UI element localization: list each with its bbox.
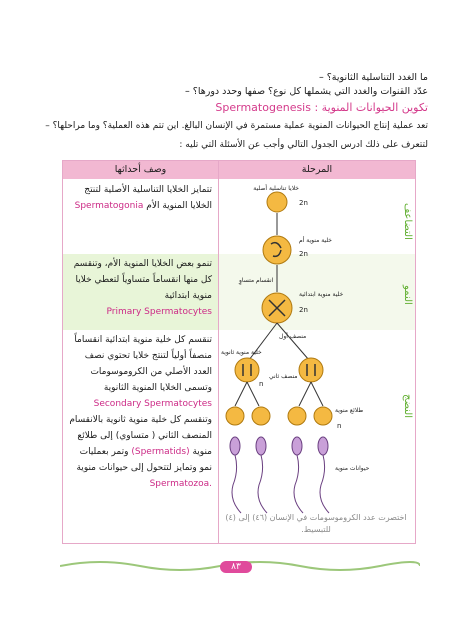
label-2n-a: 2n [299,199,308,207]
heading-arabic: تكوين الحيوانات المنوية : [314,101,428,114]
label-secondary: خلية منوية ثانوية [221,349,262,356]
question-2: عدّد القنوات والغدد التي يشملها كل نوع؟ صفها وحدد دورها؟ – [185,86,428,97]
label-n-b: n [337,422,342,430]
desc5-english: Spermatozoa. [149,479,212,489]
label-2n-c: 2n [299,306,308,314]
intro-line-1: تعد عملية إنتاج الحيوانات المنوية عملية مستمرة في الإنسان البالغ. اين تتم هذه العملية؟ وما مراحلها؟ – [45,121,428,131]
spermatogonium-cell-icon [263,236,291,264]
spermatid-4-icon [314,407,332,425]
arrow-3b [277,323,309,360]
spermatogenesis-diagram [219,180,391,543]
desc4-english: (Spermatids) [131,447,190,457]
page-number: ٨٣ [220,561,252,573]
simplification-note: اختصرت عدد الكروموسومات في الإنسان (٤٦) إلى (٤) للتبسيط. [225,513,407,534]
spermatogenesis-table [62,160,416,544]
label-sperm: حيوانات منوية [335,465,370,472]
desc5-arabic: وتمر بعمليات نمو وتمايز لتتحول إلى حيوانات منوية [76,447,212,473]
label-mitosis: انقسام متساوٍ [239,277,274,284]
question-1: ما الغدد التناسلية الثانوية؟ – [319,72,428,83]
header-stage: المرحلة [219,161,415,179]
description-cell-2 [63,254,218,330]
label-primary: خلية منوية ابتدائية [299,291,344,298]
desc4-arabic: وتنقسم كل خلية منوية ثانوية بالانقسام المنصف الثاني ( متساوي) إلى طلائع منوية [69,415,212,457]
phase-label-growth: النمو [402,285,413,305]
secondary-spermatocyte-b-icon [299,358,323,382]
spermatid-3-icon [288,407,306,425]
desc1-arabic: تتمايز الخلايا التناسلية الأصلية لتنتج الخلايا المنوية الأم [84,185,212,211]
label-primordial: خلايا تناسلية أصلية [253,185,299,192]
label-spermatids: طلائع منوية [335,407,364,414]
intro-line-2: لتتعرف على ذلك ادرس الجدول التالي وأجب عن الأسئلة التي تليه : [179,140,428,150]
secondary-spermatocyte-a-icon [235,358,259,382]
label-2n-b: 2n [299,250,308,258]
primordial-cell-icon [267,192,287,212]
desc1-english: Spermatogonia [74,201,144,211]
section-heading [215,101,428,114]
description-cell-3 [63,330,218,543]
desc3-english: Secondary Spermatocytes [93,399,212,409]
phase-label-maturation: النضج [402,394,413,418]
spermatid-2-icon [252,407,270,425]
desc2-english: Primary Spermatocytes [106,307,212,317]
heading-english: Spermatogenesis [215,101,311,114]
sperm-cells-icon [230,437,329,513]
phase-label-multiplication: التضاعف [402,202,413,240]
spermatid-1-icon [226,407,244,425]
label-meiosis1: منصف أول [279,333,307,340]
desc2-arabic: تنمو بعض الخلايا المنوية الأم، وتنقسم كل منها انقساماً متساوياً لتعطي خلايا منوية ابتدائية [73,259,212,301]
label-n-a: n [259,380,264,388]
header-description: وصف أحداثها [63,161,218,179]
label-meiosis2: منصف ثاني [269,373,298,380]
label-spermatogonium: خلية منوية أم [299,237,332,244]
description-cell-1 [63,180,218,254]
desc3-arabic: تنقسم كل خلية منوية ابتدائية انقساماً منصفاً أولياً لتنتج خلايا تحتوي نصف العدد الأصلي من الكروموسومات وتسمى الخلايا المنوية الثانوية [74,335,212,393]
